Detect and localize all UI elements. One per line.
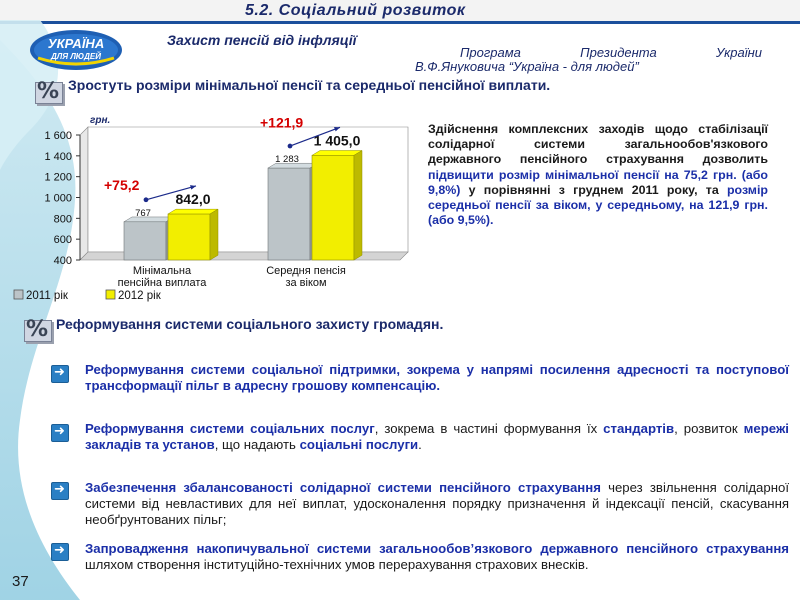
- bullet-item-3: [85, 480, 789, 529]
- increase-label: +75,2: [104, 176, 140, 193]
- category-label: Середня пенсія: [266, 265, 346, 277]
- legend-swatch: [14, 290, 23, 299]
- bar-2012: [168, 214, 210, 260]
- bar-value-label: 842,0: [175, 190, 211, 207]
- y-tick-label: 1 200: [44, 171, 72, 184]
- body-text-2: у порівнянні з груднем 2011 року, та: [460, 182, 727, 197]
- arrow-bullet-icon: ➜: [51, 482, 69, 500]
- bullet-text: шляхом створення інституційно-технічних умов перерахування страхових внесків.: [85, 557, 589, 573]
- y-tick-label: 1 400: [44, 150, 72, 163]
- increase-arrow-dot: [144, 197, 149, 202]
- bullet-emphasis: мережі закладів та установ: [85, 421, 789, 453]
- increase-label: +121,9: [260, 114, 304, 131]
- increase-arrow-dot: [288, 144, 293, 149]
- bullet-emphasis: соціальні послуги: [299, 437, 419, 453]
- y-tick-label: 800: [53, 213, 72, 226]
- body-highlight-2: розмір середньої пенсії за віком, у середньому, на 121,9 грн. (або 9,5%).: [428, 182, 768, 228]
- bar-top-face: [168, 209, 218, 214]
- bullet-text: , що надають: [214, 437, 300, 453]
- bullet-emphasis: Запровадження накопичувальної системи загальнообов’язкового державного пенсійного страхування: [85, 541, 789, 556]
- legend-label: 2012 рік: [118, 290, 161, 302]
- percent-icon: %: [22, 316, 52, 340]
- svg-text:ДЛЯ ЛЮДЕЙ: ДЛЯ ЛЮДЕЙ: [50, 52, 102, 61]
- program-line-1: Програма Президента України: [460, 45, 762, 60]
- bullet-text: .: [436, 378, 441, 394]
- bullet-emphasis: Забезпечення збалансованості солідарної системи пенсійного страхування: [85, 480, 601, 495]
- y-unit-label: грн.: [90, 115, 111, 126]
- arrow-bullet-icon: ➜: [51, 543, 69, 561]
- ukraine-for-people-logo: [28, 28, 124, 72]
- arrow-bullet-icon: ➜: [51, 424, 69, 442]
- page-number: 37: [12, 573, 29, 590]
- legend-swatch: [106, 290, 115, 299]
- body-text-1: Здійснення комплексних заходів щодо стабілізації солідарної системи загальнообов'язкового державного пенсійного страхування дозволить: [428, 122, 768, 167]
- category-label: Мінімальна: [132, 265, 192, 277]
- pension-bar-chart: [0, 110, 420, 310]
- section-title: 5.2. Соціальний розвиток: [245, 2, 466, 20]
- y-tick-label: 400: [53, 255, 72, 267]
- bullet-item-2: [85, 421, 789, 453]
- bullet-emphasis: стандартів: [603, 421, 675, 436]
- legend-label: 2011 рік: [26, 290, 68, 302]
- bullet-emphasis: Реформування системи соціальної підтримки, зокрема у напрямі посилення адресності та поступової трансформації пільг в адресну грошову компенсацію: [85, 362, 789, 394]
- program-line-2: В.Ф.Януковича “Україна - для людей”: [415, 59, 639, 74]
- bar-value-label: 767: [135, 207, 151, 219]
- arrow-bullet-icon: ➜: [51, 365, 69, 383]
- bar-top-face: [312, 151, 362, 156]
- bullet-text: .: [418, 437, 422, 453]
- percent-icon: %: [33, 78, 63, 102]
- body-highlight-1: підвищити розмір мінімальної пенсії на 75,2 грн. (або 9,8%): [428, 167, 768, 197]
- page-subtitle: Захист пенсій від інфляції: [167, 32, 357, 48]
- bar-side-face: [354, 151, 362, 260]
- y-tick-label: 1 000: [44, 192, 72, 205]
- bar-2012: [312, 155, 354, 260]
- bullet-emphasis: Реформування системи соціальних послуг: [85, 421, 375, 436]
- bullet-text: через звільнення солідарної системи від невластивих для неї виплат, удосконалення порядку призначення й індексації пенсій, скасування необґрунтованих пільг;: [85, 480, 789, 528]
- chart-side-wall: [80, 127, 88, 260]
- bar-value-label: 1 405,0: [313, 132, 361, 149]
- bar-2011: [124, 222, 166, 260]
- bar-2011: [268, 168, 310, 260]
- bullet-text: , розвиток: [674, 421, 744, 436]
- bar-side-face: [210, 209, 218, 260]
- svg-text:УКРАЇНА: УКРАЇНА: [47, 36, 105, 51]
- category-label: пенсійна виплата: [117, 277, 207, 289]
- bullet-text: , зокрема в частині формування їх: [374, 421, 604, 436]
- category-label: за віком: [285, 277, 327, 289]
- section1-heading: Зростуть розміри мінімальної пенсії та середньої пенсійної виплати.: [68, 77, 551, 93]
- bullet-item-1: [85, 362, 789, 394]
- y-tick-label: 600: [53, 234, 72, 247]
- section2-heading: Реформування системи соціального захисту громадян.: [56, 316, 444, 332]
- bar-value-label: 1 283: [275, 154, 299, 166]
- bullet-item-4: [85, 541, 789, 573]
- y-tick-label: 1 600: [44, 130, 72, 142]
- section1-body: [428, 122, 768, 228]
